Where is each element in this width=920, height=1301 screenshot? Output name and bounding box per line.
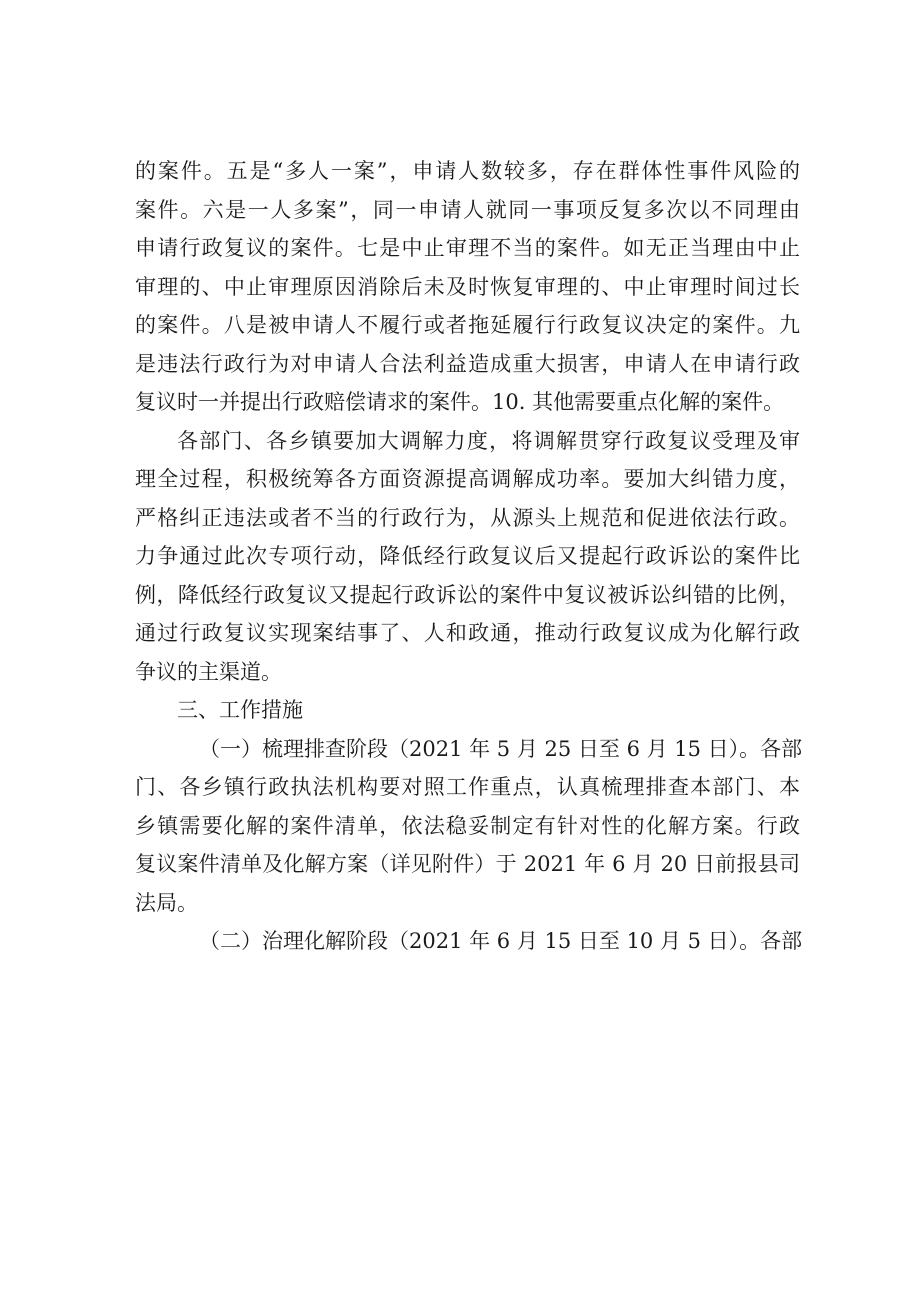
text-line: 的案件。八是被申请人不履行或者拖延履行行政复议决定的案件。九 — [135, 313, 800, 337]
text-line: 申请行政复议的案件。七是中止审理不当的案件。如无正当理由中止 — [135, 236, 800, 260]
text-line: 案件。六是一人多案”，同一申请人就同一事项反复多次以不同理由 — [135, 197, 800, 222]
body-text — [135, 152, 803, 961]
text-line: 的案件。五是“多人一案”，申请人数较多，存在群体性事件风险的 — [135, 159, 800, 183]
text-line: 严格纠正违法或者不当的行政行为，从源头上规范和促进依法行政。 — [135, 505, 800, 530]
text-line: 争议的主渠道。 — [135, 659, 282, 684]
section-heading: 三、工作措施 — [177, 698, 303, 722]
text-line: 门、各乡镇行政执法机构要对照工作重点，认真梳理排查本部门、本 — [135, 775, 800, 799]
text-line: 力争通过此次专项行动，降低经行政复议后又提起行政诉讼的案件比 — [135, 544, 800, 568]
text-line: 复议案件清单及化解方案（详见附件）于 2021 年 6 月 20 日前报县司 — [135, 852, 800, 876]
text-line: 乡镇需要化解的案件清单，依法稳妥制定有针对性的化解方案。行政 — [135, 813, 800, 838]
text-line: 理全过程，积极统筹各方面资源提高调解成功率。要加大纠错力度， — [135, 467, 800, 491]
text-line: 复议时一并提出行政赔偿请求的案件。10. 其他需要重点化解的案件。 — [135, 390, 785, 414]
text-line: 例，降低经行政复议又提起行政诉讼的案件中复议被诉讼纠错的比例， — [135, 582, 800, 607]
text-line: 审理的、中止审理原因消除后未及时恢复审理的、中止审理时间过长 — [135, 274, 800, 299]
text-line: 是违法行政行为对申请人合法利益造成重大损害，申请人在申请行政 — [135, 351, 800, 376]
paragraph-first-line: （二）治理化解阶段（2021 年 6 月 15 日至 10 月 5 日）。各部 — [199, 929, 803, 953]
text-line: 法局。 — [135, 890, 198, 915]
paragraph-first-line: 各部门、各乡镇要加大调解力度，将调解贯穿行政复议受理及审 — [177, 428, 800, 453]
paragraph-first-line: （一）梳理排查阶段（2021 年 5 月 25 日至 6 月 15 日）。各部 — [199, 736, 803, 761]
text-line: 通过行政复议实现案结事了、人和政通，推动行政复议成为化解行政 — [135, 621, 800, 645]
